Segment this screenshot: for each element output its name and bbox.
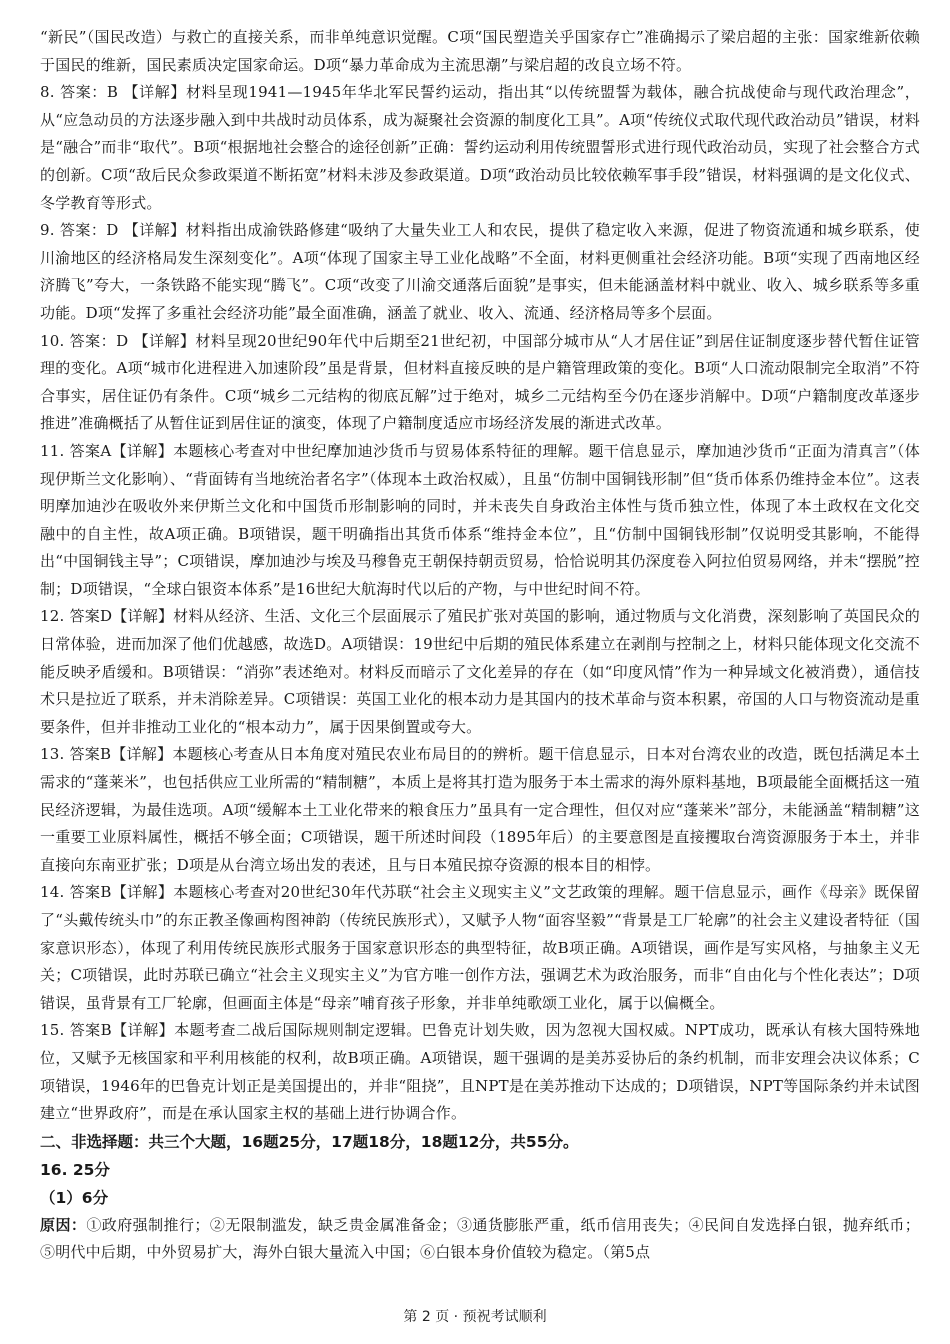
reason-text: ①政府强制推行；②无限制滥发，缺乏贵金属准备金；③通货膨胀严重，纸币信用丧失；④民间自发选择白银，抛弃纸币；⑤明代中后期，中外贸易扩大，海外白银大量流入中国；⑥白银本身价值较为稳定。（第5点: [40, 1215, 920, 1262]
paragraph-liang-qichao: “新民”（国民改造）与救亡的直接关系，而非单纯意识觉醒。C项“国民塑造关乎国家存亡”准确揭示了梁启超的主张：国家维新依赖于国民的维新，国民素质决定国家命运。D项“暴力革命成为主流思潮”与梁启超的改良立场不符。: [40, 28, 920, 74]
section-heading-nonchoice: 二、非选择题：共三个大题，16题25分，17题18分，18题12分，共55分。: [40, 1132, 579, 1151]
answer-10: 10. 答案：D 【详解】材料呈现20世纪90年代中后期至21世纪初，中国部分城市从“人才居住证”到居住证制度逐步替代暂住证管理的变化。A项“城市化进程进入加速阶段”虽是背景，但材料直接反映的是户籍管理政策的变化。B项“人口流动限制完全取消”不符合事实，居住证仍有条件。C项“城乡二元结构的彻底瓦解”过于绝对，城乡二元结构至今仍在逐步消解中。D项“户籍制度改革逐步推进”准确概括了从暂住证到居住证的演变，体现了户籍制度适应市场经济发展的渐进式改革。: [40, 331, 920, 433]
document-page: [40, 24, 920, 1267]
answer-8: 8. 答案：B 【详解】材料呈现1941—1945年华北军民誓约运动，指出其“以传统盟誓为载体，融合抗战使命与现代政治理念”，从“应急动员的方法逐步融入到中共战时动员体系，成为凝聚社会资源的制度化工具”。A项“传统仪式取代现代政治动员”错误，材料是“融合”而非“取代”。B项“根据地社会整合的途径创新”正确：誓约运动利用传统盟誓形式进行现代政治动员，实现了社会整合方式的创新。C项“敌后民众参政渠道不断拓宽”材料未涉及参政渠道。D项“政治动员比较依赖军事手段”错误，材料强调的是文化仪式、冬学教育等形式。: [40, 83, 920, 212]
reason-label: 原因：: [40, 1215, 87, 1234]
question-16-heading: 16. 25分: [40, 1160, 110, 1179]
answer-14: 14. 答案B【详解】本题核心考查对20世纪30年代苏联“社会主义现实主义”文艺政策的理解。题干信息显示，画作《母亲》既保留了“头戴传统头巾”的东正教圣像画构图神韵（传统民族形式），又赋予人物“面容坚毅”“背景是工厂轮廓”的社会主义建设者特征（国家意识形态），体现了利用传统民族形式服务于国家意识形态的典型特征，故B项正确。A项错误，画作是写实风格，与抽象主义无关；C项错误，此时苏联已确立“社会主义现实主义”为官方唯一创作方法，强调艺术为政治服务，而非“自由化与个性化表达”；D项错误，虽背景有工厂轮廓，但画面主体是“母亲”哺育孩子形象，并非单纯歌颂工业化，属于以偏概全。: [40, 883, 920, 1012]
answer-9: 9. 答案：D 【详解】材料指出成渝铁路修建“吸纳了大量失业工人和农民，提供了稳定收入来源，促进了物资流通和城乡联系，使川渝地区的经济格局发生深刻变化”。A项“体现了国家主导工业化战略”不全面，材料更侧重社会经济功能。B项“实现了西南地区经济腾飞”夸大，一条铁路不能实现“腾飞”。C项“改变了川渝交通落后面貌”是事实，但未能涵盖材料中就业、收入、城乡联系等多重功能。D项“发挥了多重社会经济功能”最全面准确，涵盖了就业、收入、流通、经济格局等多个层面。: [40, 221, 920, 322]
question-16-part-1: （1）6分: [40, 1188, 109, 1207]
answer-16-reasons: [40, 1212, 920, 1267]
answer-15: 15. 答案B【详解】本题考查二战后国际规则制定逻辑。巴鲁克计划失败，因为忽视大国权威。NPT成功，既承认有核大国特殊地位，又赋予无核国家和平利用核能的权利，故B项正确。A项错误，题干强调的是美苏妥协后的条约机制，而非安理会决议体系；C项错误，1946年的巴鲁克计划正是美国提出的，并非“阻挠”，且NPT是在美苏推动下达成的；D项错误，NPT等国际条约并未试图建立“世界政府”，而是在承认国家主权的基础上进行协调合作。: [40, 1021, 920, 1123]
answer-13: 13. 答案B【详解】本题核心考查从日本角度对殖民农业布局目的的辨析。题干信息显示，日本对台湾农业的改造，既包括满足本土需求的“蓬莱米”，也包括供应工业所需的“精制糖”，本质上是将其打造为服务于本土需求的海外原料基地，B项最能全面概括这一殖民经济逻辑，为最佳选项。A项“缓解本土工业化带来的粮食压力”虽具有一定合理性，但仅对应“蓬莱米”部分，未能涵盖“精制糖”这一重要工业原料属性，概括不够全面；C项错误，题干所述时间段（1895年后）的主要意图是直接攫取台湾资源服务于本土，并非直接向东南亚扩张；D项是从台湾立场出发的表述，且与日本殖民掠夺资源的根本目的相悖。: [40, 745, 920, 874]
answer-11: 11. 答案A【详解】本题核心考查对中世纪摩加迪沙货币与贸易体系特征的理解。题干信息显示，摩加迪沙货币“正面为清真言”（体现伊斯兰文化影响）、“背面铸有当地统治者名字”（体现本土政治权威），且虽“仿制中国铜钱形制”但“货币体系仍维持金本位”。这表明摩加迪沙在吸收外来伊斯兰文化和中国货币形制影响的同时，并未丧失自身政治主体性与货币独立性，体现了本土政权在文化交融中的自主性，故A项正确。B项错误，题干明确指出其货币体系“维持金本位”，且“仿制中国铜钱形制”仅说明受其影响，不能得出“中国铜钱主导”；C项错误，摩加迪沙与埃及马穆鲁克王朝保持朝贡贸易，恰恰说明其仍深度卷入阿拉伯贸易网络，并未“摆脱”控制；D项错误，“全球白银资本体系”是16世纪大航海时代以后的产物，与中世纪时间不符。: [40, 441, 920, 598]
answer-12: 12. 答案D【详解】材料从经济、生活、文化三个层面展示了殖民扩张对英国的影响，通过物质与文化消费，深刻影响了英国民众的日常体验，进而加深了他们优越感，故选D。A项错误：19世纪中后期的殖民体系建立在剥削与控制之上，材料只能体现文化交流不能反映矛盾缓和。B项错误：“消弥”表述绝对。材料反而暗示了文化差异的存在（如“印度风情”作为一种异域文化被消费），通信技术只是拉近了联系，并未消除差异。C项错误：英国工业化的根本动力是其国内的技术革命与资本积累，帝国的人口与物资流动是重要条件，但并非推动工业化的“根本动力”，属于因果倒置或夸大。: [40, 607, 920, 736]
page-footer: 第 2 页 · 预祝考试顺利: [403, 1309, 547, 1325]
